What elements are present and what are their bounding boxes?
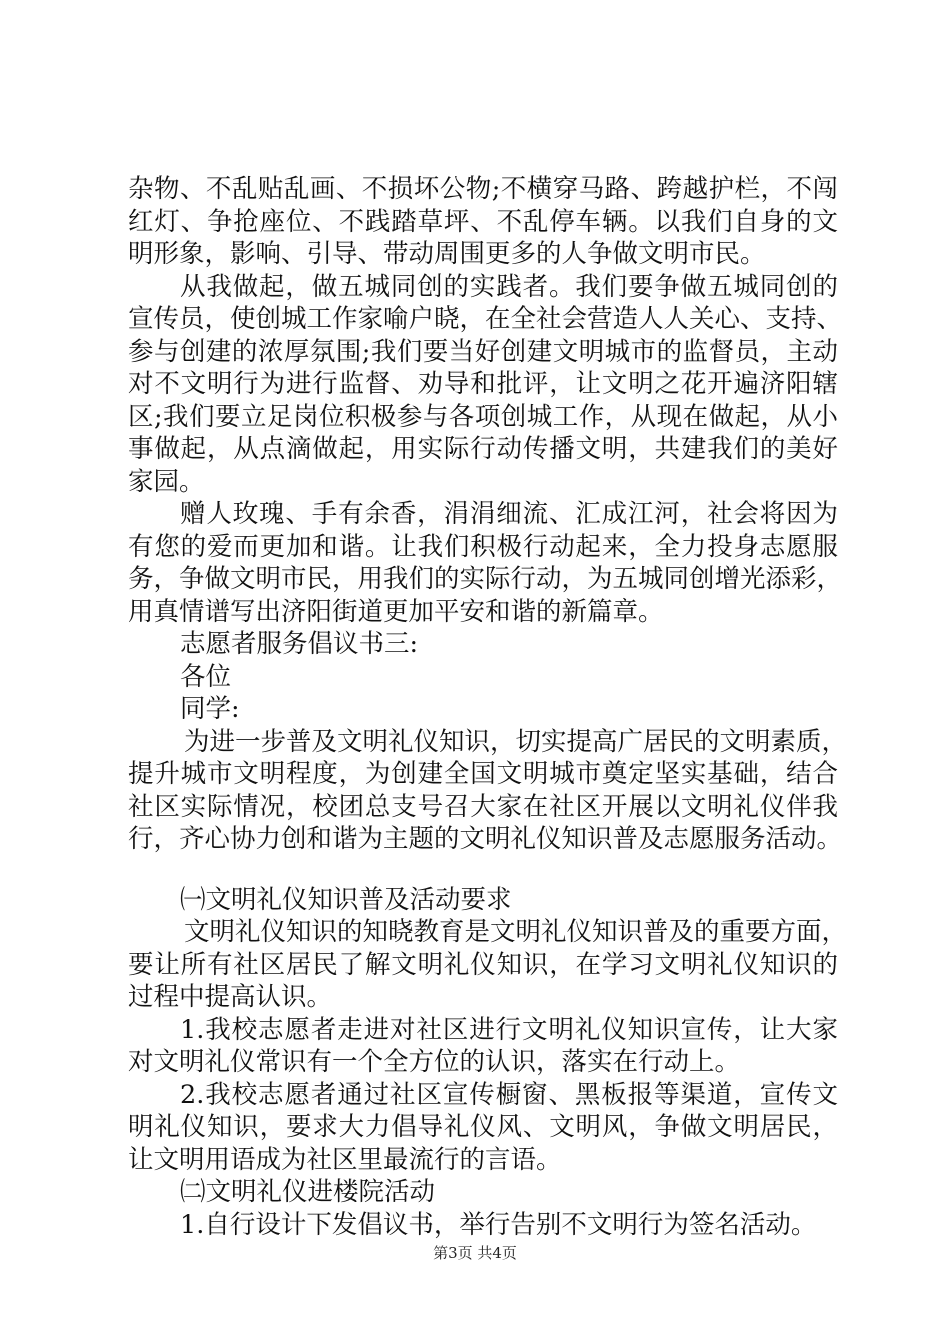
text-line: 明礼仪知识，要求大力倡导礼仪风、文明风，争做文明居民，: [128, 1112, 838, 1142]
text-line: 文明礼仪知识的知晓教育是文明礼仪知识普及的重要方面，: [184, 917, 848, 947]
text-line: 参与创建的浓厚氛围;我们要当好创建文明城市的监督员，主动: [128, 336, 838, 367]
text-line: 杂物、不乱贴乱画、不损坏公物;不横穿马路、跨越护栏，不闯: [128, 174, 838, 204]
paragraph-gap: [128, 856, 838, 884]
list-item: 1.自行设计下发倡议书，举行告别不文明行为签名活动。: [180, 1209, 817, 1240]
text-line: 各位: [180, 661, 232, 692]
text-line: 为进一步普及文明礼仪知识，切实提高广居民的文明素质，: [184, 726, 848, 757]
text-line: 从我做起，做五城同创的实践者。我们要争做五城同创的: [180, 271, 838, 302]
text-line: 行，齐心协力创和谐为主题的文明礼仪知识普及志愿服务活动。: [128, 824, 843, 854]
text-line: 同学:: [180, 694, 240, 724]
text-line: 事做起，从点滴做起，用实际行动传播文明，共建我们的美好: [128, 434, 838, 464]
document-body: [128, 173, 848, 1241]
text-line: 宣传员，使创城工作家喻户晓，在全社会营造人人关心、支持、: [128, 304, 843, 334]
page-footer: [0, 1242, 950, 1263]
text-line: 用真情谱写出济阳街道更加平安和谐的新篇章。: [128, 596, 664, 627]
text-line: 明形象，影响、引导、带动周围更多的人争做文明市民。: [128, 239, 766, 269]
text-line: 要让所有社区居民了解文明礼仪知识，在学习文明礼仪知识的: [128, 949, 838, 980]
text-line: 让文明用语成为社区里最流行的言语。: [128, 1144, 562, 1175]
page-number: 第3页 共4页: [433, 1244, 517, 1262]
section-heading: ㈠文明礼仪知识普及活动要求: [180, 884, 512, 915]
text-line: 对文明礼仪常识有一个全方位的认识，落实在行动上。: [128, 1047, 741, 1077]
section-heading: ㈡文明礼仪进楼院活动: [180, 1177, 436, 1207]
text-line: 区;我们要立足岗位积极参与各项创城工作，从现在做起，从小: [128, 401, 838, 432]
text-line: 提升城市文明程度，为创建全国文明城市奠定坚实基础，结合: [128, 759, 838, 789]
text-line: 志愿者服务倡议书三:: [180, 629, 419, 659]
text-line: 对不文明行为进行监督、劝导和批评，让文明之花开遍济阳辖: [128, 369, 838, 399]
list-item: 1.我校志愿者走进对社区进行文明礼仪知识宣传，让大家: [180, 1014, 838, 1045]
text-line: 社区实际情况，校团总支号召大家在社区开展以文明礼仪伴我: [128, 791, 838, 822]
text-line: 过程中提高认识。: [128, 982, 333, 1012]
text-line: 赠人玫瑰、手有余香，涓涓细流、汇成江河，社会将因为: [180, 499, 838, 529]
text-line: 有您的爱而更加和谐。让我们积极行动起来，全力投身志愿服: [128, 531, 838, 562]
text-line: 红灯、争抢座位、不践踏草坪、不乱停车辆。以我们自身的文: [128, 206, 838, 237]
text-line: 家园。: [128, 466, 205, 497]
text-line: 务，争做文明市民，用我们的实际行动，为五城同创增光添彩，: [128, 564, 843, 594]
list-item: 2.我校志愿者通过社区宣传橱窗、黑板报等渠道，宣传文: [180, 1079, 838, 1110]
